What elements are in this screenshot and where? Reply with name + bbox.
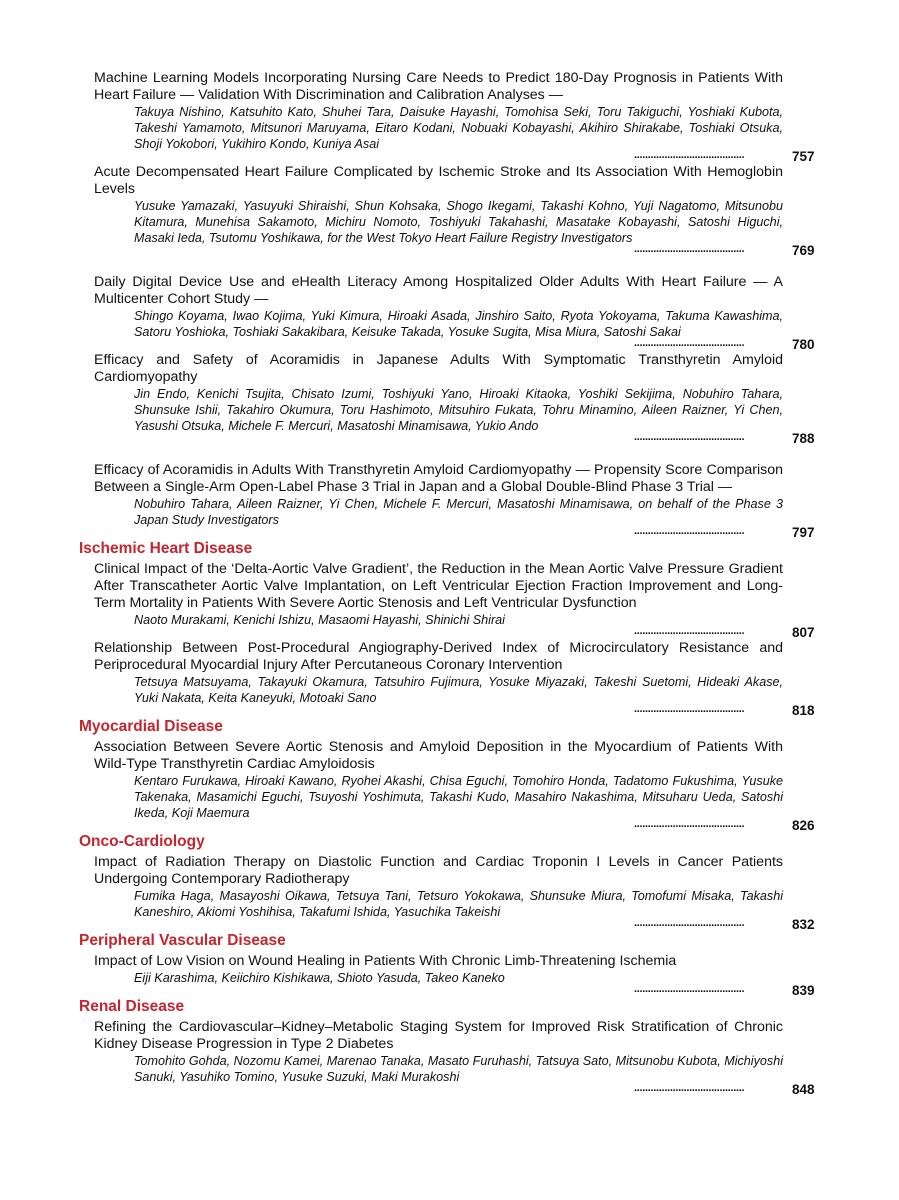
- dot-leader: ........................................: [634, 1082, 745, 1094]
- toc-entry[interactable]: [94, 462, 815, 540]
- article-authors: Fumika Haga, Masayoshi Oikawa, Tetsuya Tani, Tetsuro Yokokawa, Shunsuke Miura, Tomofumi Misaka, Takashi Kaneshiro, Akiomi Yoshihisa, Takafumi Ishida, Yasuchika Takeishi: [134, 889, 783, 919]
- page-number: 839: [792, 983, 815, 998]
- page-number: 848: [792, 1082, 815, 1097]
- article-authors: Shingo Koyama, Iwao Kojima, Yuki Kimura, Hiroaki Asada, Jinshiro Saito, Ryota Yokoyama, Takuma Kawashima, Satoru Yoshioka, Toshiaki Sakakibara, Keisuke Takada, Yosuke Sugita, Misa Miura, Satoshi Sakai: [134, 309, 783, 339]
- dot-leader: ........................................: [634, 149, 745, 161]
- article-authors: Naoto Murakami, Kenichi Ishizu, Masaomi Hayashi, Shinichi Shirai: [134, 613, 505, 627]
- toc-entry[interactable]: [94, 640, 815, 718]
- toc-entry[interactable]: [94, 1019, 815, 1097]
- article-title: Efficacy and Safety of Acoramidis in Japanese Adults With Symptomatic Transthyretin Amyloid Cardiomyopathy: [94, 352, 783, 385]
- toc-entry[interactable]: [94, 953, 815, 998]
- article-authors: Takuya Nishino, Katsuhito Kato, Shuhei Tara, Daisuke Hayashi, Tomohisa Seki, Toru Takiguchi, Yoshiaki Kubota, Takeshi Yamamoto, Mitsunori Maruyama, Eitaro Kodani, Nobuaki Kobayashi, Akihiro Shirakabe, Toshiaki Otsuka, Shoji Yokobori, Yukihiro Kondo, Kuniya Asai: [134, 105, 783, 151]
- article-title: Impact of Radiation Therapy on Diastolic Function and Cardiac Troponin I Levels in Cancer Patients Undergoing Contemporary Radiotherapy: [94, 854, 783, 887]
- toc-entry[interactable]: [94, 164, 815, 262]
- article-title: Clinical Impact of the ‘Delta-Aortic Valve Gradient’, the Reduction in the Mean Aortic Valve Pressure Gradient After Transcatheter Aortic Valve Implantation, on Left Ventricular Ejection Fraction Improvement and Long-Term Mortality in Patients With Severe Aortic Stenosis and Left Ventricular Dysfunction: [94, 561, 783, 611]
- dot-leader: ........................................: [634, 243, 745, 255]
- toc-entry[interactable]: [94, 854, 815, 932]
- article-title: Refining the Cardiovascular–Kidney–Metabolic Staging System for Improved Risk Stratification of Chronic Kidney Disease Progression in Type 2 Diabetes: [94, 1019, 783, 1052]
- page-number: 769: [792, 243, 815, 258]
- section-heading: Renal Disease: [79, 998, 185, 1015]
- page-number: 818: [792, 703, 815, 718]
- article-authors: Tetsuya Matsuyama, Takayuki Okamura, Tatsuhiro Fujimura, Yosuke Miyazaki, Takeshi Suetomi, Hideaki Akase, Yuki Nakata, Keita Kaneyuki, Motoaki Sano: [134, 675, 783, 705]
- toc-entry[interactable]: [94, 561, 815, 640]
- article-title: Association Between Severe Aortic Stenosis and Amyloid Deposition in the Myocardium of Patients With Wild-Type Transthyretin Cardiac Amyloidosis: [94, 739, 783, 772]
- article-authors: Jin Endo, Kenichi Tsujita, Chisato Izumi, Toshiyuki Yano, Hiroaki Kitaoka, Yoshiki Sekijima, Nobuhiro Tahara, Shunsuke Ishii, Takahiro Okumura, Toru Hashimoto, Mitsuhiro Fukata, Tohru Minamino, Aileen Raizner, Yi Chen, Yasushi Otsuka, Michele F. Mercuri, Masatoshi Minamisawa, Yukio Ando: [134, 387, 783, 433]
- dot-leader: ........................................: [634, 818, 745, 830]
- article-title: Daily Digital Device Use and eHealth Literacy Among Hospitalized Older Adults With Heart Failure — A Multicenter Cohort Study —: [94, 274, 783, 307]
- article-authors: Eiji Karashima, Keiichiro Kishikawa, Shioto Yasuda, Takeo Kaneko: [134, 971, 505, 985]
- section-heading: Ischemic Heart Disease: [79, 540, 253, 557]
- toc-entry[interactable]: [94, 274, 815, 352]
- article-authors: Kentaro Furukawa, Hiroaki Kawano, Ryohei Akashi, Chisa Eguchi, Tomohiro Honda, Tadatomo Fukushima, Yusuke Takenaka, Masamichi Eguchi, Tsuyoshi Yoshimuta, Takashi Kudo, Masahiro Nakashima, Mitsuharu Ueda, Satoshi Ikeda, Koji Maemura: [134, 774, 783, 820]
- page-number: 780: [792, 337, 815, 352]
- table-of-contents: [0, 70, 899, 1097]
- article-title: Relationship Between Post-Procedural Angiography-Derived Index of Microcirculatory Resistance and Periprocedural Myocardial Injury After Percutaneous Coronary Intervention: [94, 640, 783, 673]
- article-authors: Yusuke Yamazaki, Yasuyuki Shiraishi, Shun Kohsaka, Shogo Ikegami, Takashi Kohno, Yuji Nagatomo, Mitsunobu Kitamura, Munehisa Sakamoto, Michiru Nomoto, Toshiyuki Takahashi, Masatake Kobayashi, Satoshi Higuchi, Masaki Ieda, Tsutomu Yoshikawa, for the West Tokyo Heart Failure Registry Investigators: [134, 199, 783, 245]
- toc-entry[interactable]: [94, 352, 815, 450]
- page-reference: [94, 243, 815, 262]
- section-heading: Onco-Cardiology: [79, 833, 205, 850]
- dot-leader: ........................................: [634, 625, 745, 637]
- dot-leader: ........................................: [634, 917, 745, 929]
- dot-leader: ........................................: [634, 983, 745, 995]
- page-reference: [94, 431, 815, 450]
- article-title: Machine Learning Models Incorporating Nursing Care Needs to Predict 180-Day Prognosis in Patients With Heart Failure — Validation With Discrimination and Calibration Analyses —: [94, 70, 783, 103]
- section-heading: Peripheral Vascular Disease: [79, 932, 286, 949]
- dot-leader: ........................................: [634, 525, 745, 537]
- page-number: 788: [792, 431, 815, 446]
- page-number: 807: [792, 625, 815, 640]
- page-number: 826: [792, 818, 815, 833]
- article-title: Acute Decompensated Heart Failure Complicated by Ischemic Stroke and Its Association With Hemoglobin Levels: [94, 164, 783, 197]
- article-authors: Tomohito Gohda, Nozomu Kamei, Marenao Tanaka, Masato Furuhashi, Tatsuya Sato, Mitsunobu Kubota, Michiyoshi Sanuki, Yasuhiko Tomino, Yusuke Suzuki, Maki Murakoshi: [134, 1054, 783, 1084]
- toc-entry[interactable]: [94, 70, 815, 164]
- page-number: 832: [792, 917, 815, 932]
- toc-entry[interactable]: [94, 739, 815, 833]
- article-authors: Nobuhiro Tahara, Aileen Raizner, Yi Chen, Michele F. Mercuri, Masatoshi Minamisawa, on behalf of the Phase 3 Japan Study Investigators: [134, 497, 783, 527]
- page-number: 797: [792, 525, 815, 540]
- dot-leader: ........................................: [634, 431, 745, 443]
- article-title: Impact of Low Vision on Wound Healing in Patients With Chronic Limb-Threatening Ischemia: [94, 953, 677, 969]
- article-title: Efficacy of Acoramidis in Adults With Transthyretin Amyloid Cardiomyopathy — Propensity Score Comparison Between a Single-Arm Open-Label Phase 3 Trial in Japan and a Global Double-Blind Phase 3 Trial —: [94, 462, 783, 495]
- section-heading: Myocardial Disease: [79, 718, 223, 735]
- page-number: 757: [792, 149, 815, 164]
- dot-leader: ........................................: [634, 703, 745, 715]
- dot-leader: ........................................: [634, 337, 745, 349]
